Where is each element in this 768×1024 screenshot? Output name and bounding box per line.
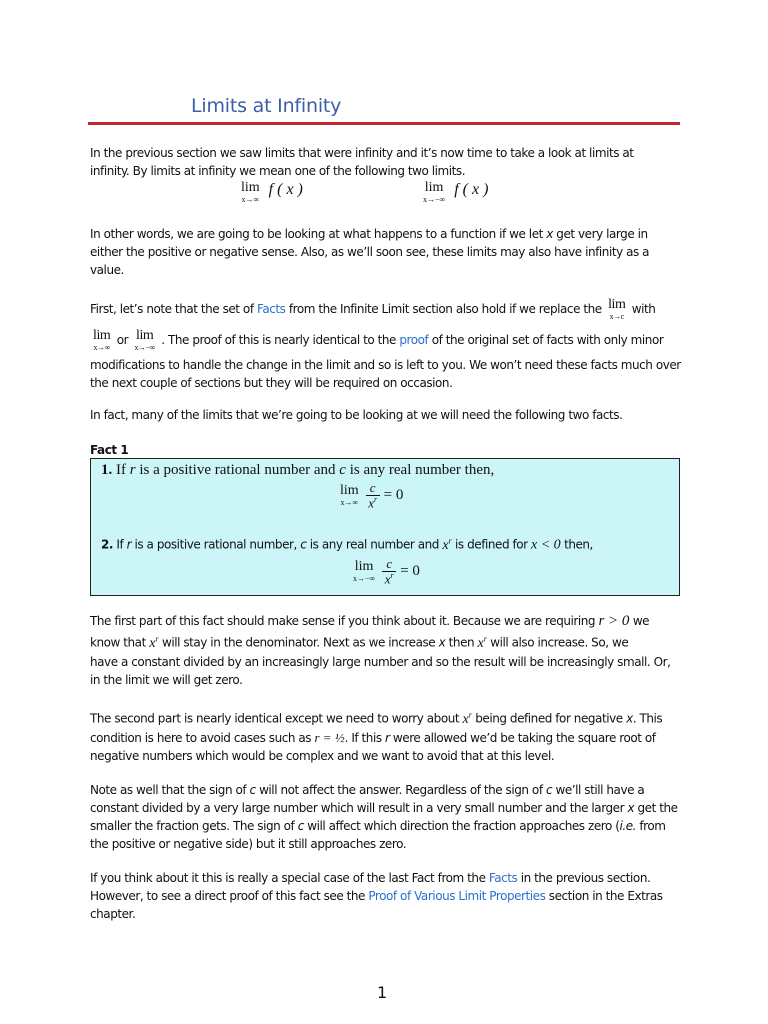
intro-line-1: In the previous section we saw limits that were infinity and it’s now time to take a look at limits at [90,146,634,160]
fraction-denominator [385,572,394,586]
text: get the smaller the fraction gets. The sign of [90,801,678,833]
var-c: c [297,819,304,833]
title-rule [88,122,680,125]
p5-line-1 [90,612,682,630]
x-power-r [478,636,487,651]
var-c: c [545,783,553,797]
x-less-than-zero: x < 0 [531,537,561,553]
text: Note as well that the sign of [90,783,247,797]
paragraph-other-words [90,225,682,279]
limit-neg-infinity [420,181,488,204]
text: is any real number then, [349,462,495,478]
text: will also increase. So, we [490,635,629,650]
proof-limit-properties-link[interactable]: Proof of Various Limit Properties [368,889,546,903]
lim-subscript: x→c [609,312,624,321]
p5-line-3: have a constant divided by an increasingly large number and so the result will be increasingly small. Or, in the limit we will get zero. [90,654,671,687]
lim-subscript: x→∞ [241,195,260,204]
lim-subscript: x→∞ [340,497,359,507]
lim-word: lim [241,180,260,195]
fraction-denominator [368,496,377,510]
limit-pos-infinity [238,181,303,204]
fact1-limit [337,481,403,510]
var-x: x [462,711,469,727]
text: In other words, we are going to be looking at what happens to a function if we let [90,227,543,241]
exp-r: r [155,634,159,643]
text: If you think about it this is really a special case of the last Fact from the [90,871,486,885]
proof-link[interactable]: proof [399,333,429,347]
x-power-r [463,712,472,727]
text: get very large in either the positive or negative sense. Also, as we’ll soon see, these limits may also have infinity as a value. [90,227,650,277]
exp-r: r [390,570,394,580]
paragraph-sign-of-c [90,781,682,853]
page-number: 1 [377,983,388,1002]
text: know that [90,635,146,650]
var-x: x [477,635,484,651]
fraction [366,481,380,510]
equals-zero: = 0 [383,486,404,503]
paragraph-first-part [90,612,682,689]
text: from the positive or negative side) but it still approaches zero. [90,819,666,851]
text: then, [564,537,593,552]
text: then [448,635,475,650]
text: is a positive rational number and [139,462,336,478]
text: is any real number and [309,537,439,552]
var-x: x [368,494,374,510]
lim-word: lim [354,558,374,574]
text: The first part of this fact should make sense if you think about it. Because we are requiring [90,614,596,628]
var-r: r [385,730,390,745]
paragraph-facts-line2 [90,329,682,352]
fact1-statement [101,462,494,479]
text: in the previous section. [520,871,651,885]
paragraph-two-facts: In fact, many of the limits that we’re going to be looking at we will need the following two facts. [90,408,623,422]
text: condition is here to avoid cases such as [90,730,312,745]
text: If [116,462,126,478]
paragraph-facts-line3 [90,356,682,392]
text: The second part is nearly identical except we need to worry about [90,711,460,726]
text: will affect which direction the fraction approaches zero ( [307,819,620,833]
var-c: c [339,462,346,478]
lim-word: lim [424,180,444,195]
text: modifications to handle the change in the limit and so is left to you. We won’t need these facts much over the next couple of sections but they will be required on occasion. [90,358,681,390]
text: will stay in the denominator. Next as we increase [161,635,436,650]
text: being defined for negative [475,711,623,726]
text: However, to see a direct proof of this fact see the [90,889,365,903]
var-x: x [149,635,156,651]
paragraph-facts [90,298,682,321]
text: from the Infinite Limit section also hold if we replace the [288,302,602,316]
var-x: x [438,635,446,650]
fraction-numerator: c [386,556,393,571]
x-power-r [149,636,158,651]
p5-line-2 [90,630,682,653]
text: . This [632,711,663,726]
lim-word: lim [608,297,626,312]
text: with [631,302,656,316]
fact2-number: 2. [101,537,114,552]
x-power-r [442,538,451,553]
var-r: r [129,462,136,478]
exp-r: r [483,634,487,643]
lim-subscript: x→−∞ [134,343,155,352]
lim-subscript: x→−∞ [423,195,446,204]
text: section in the Extras chapter. [90,889,663,921]
lim-word: lim [93,328,111,343]
text: or [116,333,129,347]
var-x: x [627,801,635,815]
facts-link[interactable]: Facts [256,302,286,316]
page-title: Limits at Infinity [191,95,342,117]
var-x: x [384,570,391,586]
fact-heading: Fact 1 [90,443,129,457]
fact2-limit [350,557,420,586]
r-equals-half: r = ½ [314,729,345,745]
var-c: c [249,783,256,797]
lim-word: lim [340,482,359,498]
var-c: c [300,537,307,552]
facts-link-previous-section[interactable]: Facts [488,871,518,885]
text: we’ll still have a constant divided by a very large number which will result in a very small number and the larger [90,783,645,815]
var-r: r [126,537,132,552]
exp-r: r [468,710,472,719]
text: If [116,537,124,552]
r-greater-than-zero: r > 0 [598,613,630,629]
function-fx: f ( x ) [268,181,303,198]
exp-r: r [374,494,378,504]
var-x: x [626,711,633,726]
fraction [382,557,396,586]
text: we [632,614,650,628]
equals-zero: = 0 [400,562,420,579]
exp-r: r [448,536,452,545]
text: were allowed we’d be taking the square root of negative numbers which would be complex and we want to avoid that at this level. [90,730,656,763]
text: will not affect the answer. Regardless of the sign of [259,783,543,797]
paragraph-special-case [90,869,682,923]
fact-box [90,458,680,596]
text: . The proof of this is nearly identical to the [161,333,396,347]
paragraph-second-part [90,706,682,765]
fraction-numerator: c [369,480,376,495]
lim-subscript: x→−∞ [353,573,376,583]
var-x: x [442,537,449,553]
text: . If this [344,730,382,745]
intro-line-2: infinity. By limits at infinity we mean one of the following two limits. [90,164,466,178]
text: is defined for [455,537,528,552]
fact1-number: 1. [101,462,113,478]
text: is a positive rational number, [134,537,297,552]
intro-paragraph [90,144,682,180]
text: First, let’s note that the set of [90,302,254,316]
lim-subscript: x→∞ [93,343,110,352]
function-fx: f ( x ) [454,181,489,198]
ie-text: i.e. [619,819,637,833]
fact2-statement [101,536,593,554]
lim-word: lim [136,328,154,343]
text: of the original set of facts with only minor [431,333,664,347]
var-x: x [546,227,553,241]
